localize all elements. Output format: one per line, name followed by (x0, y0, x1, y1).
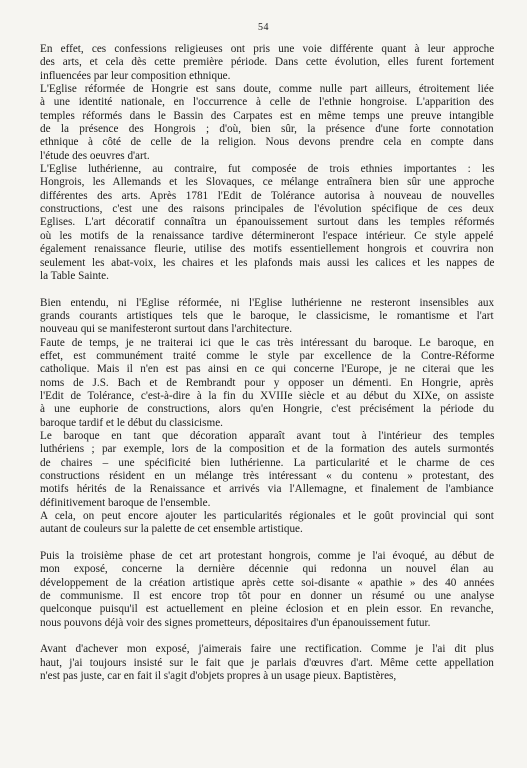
text-line: temples réformés dans le Bassin des Carpates est en même temps une preuve intangible (40, 109, 494, 122)
text-line: différentes des arts. Après 1781 l'Edit de Tolérance autorisa à nouveau de nouvelles (40, 189, 494, 202)
text-line: la Table Sainte. (40, 269, 109, 282)
paragraph (40, 430, 494, 510)
paragraph-gap (40, 537, 494, 550)
text-line: L'Eglise réformée de Hongrie est sans doute, comme nulle part ailleurs, étroitement liée (40, 83, 494, 96)
page-number: 54 (258, 22, 269, 33)
text-line: à une euphorie de constructions, alors qu'en Hongrie, c'est précisément la période du (40, 403, 494, 416)
text-line: Le baroque en tant que décoration apparaît avant tout à l'intérieur des temples (40, 429, 494, 442)
text-line: luthériens ; par exemple, lors de la composition et de la formation des autels surmontés (40, 443, 494, 456)
text-line: haut, j'ai toujours insisté sur le fait que je parlais d'œuvres d'art. Même cette appellation (40, 656, 494, 669)
paragraph (40, 643, 494, 683)
body-text (40, 43, 494, 684)
text-line: nouveau qui se manifesteront surtout dans l'architecture. (40, 323, 293, 336)
text-line: influencées par leur composition ethnique. (40, 69, 231, 82)
text-line: noms de J.S. Bach et de Rembrandt pour y opposer un démenti. En Hongrie, après (40, 376, 494, 389)
paragraph-gap (40, 283, 494, 296)
text-line: des arts, et cela dès cette première période. Dans cette évolution, elles furent fortement (40, 56, 494, 69)
paragraph (40, 510, 494, 537)
paragraph-gap (40, 630, 494, 643)
text-line: mon exposé, concerne la dernière décennie qui redonna un nouvel élan au (40, 563, 494, 576)
paragraph (40, 83, 494, 163)
text-line: où les motifs de la renaissance tardive détermineront l'espace intérieur. Ce style appelé (40, 229, 494, 242)
text-line: de la présence des Hongrois ; d'où, bien sûr, la présence d'une forte connotation (40, 123, 494, 136)
text-line: grands courants artistiques tels que le baroque, le classicisme, le romantisme et l'art (40, 309, 494, 322)
text-line: Avant d'achever mon exposé, j'aimerais faire une rectification. Comme je l'ai dit plus (40, 643, 494, 656)
text-line: de chaires – une spécificité bien luthérienne. La particularité et le charme de ces (40, 456, 494, 469)
text-line: L'Eglise luthérienne, au contraire, fut composée de trois ethnies importantes : les (40, 163, 494, 176)
paragraph (40, 297, 494, 337)
text-line: nous pouvons déjà voir des signes prometteurs, dépositaires d'un épanouissement futur. (40, 616, 431, 629)
paragraph (40, 550, 494, 630)
text-line: En effet, ces confessions religieuses ont pris une voie différente quant à leur approche (40, 43, 494, 55)
text-line: Bien entendu, ni l'Eglise réformée, ni l'Eglise luthérienne ne resteront insensibles aux (40, 296, 494, 309)
text-line: constructions résident en un mélange très intéressant « du contenu » protestant, des (40, 470, 494, 482)
paragraph (40, 163, 494, 283)
text-line: également renaissance fleurie, utilise des motifs essentiellement hongrois et couvrira non (40, 243, 494, 256)
text-line: A cela, on peut encore ajouter les particularités régionales et le goût provincial qui sont (40, 510, 494, 523)
text-line: seulement les abat-voix, les chaires et les plafonds mais aussi les calices et les nappes de (40, 256, 494, 269)
text-line: l'étude des oeuvres d'art. (40, 149, 150, 162)
text-line: à une identité nationale, en l'occurrence à celle de l'ethnie hongroise. L'apparition des (40, 96, 494, 109)
text-line: de communisme. Il est encore trop tôt pour en donner un résumé ou une analyse (40, 590, 494, 603)
paragraph (40, 43, 494, 83)
text-line: Faute de temps, je ne traiterai ici que le cas très intéressant du baroque. Le baroque, en (40, 336, 494, 349)
text-line: autant de couleurs sur la palette de cet ensemble artistique. (40, 523, 303, 536)
text-line: Puis la troisième phase de cet art protestant hongrois, comme je l'ai évoqué, au début de (40, 550, 494, 563)
text-line: constructions, c'est une des raisons principales de l'évolution spécifique de ces deux (40, 203, 494, 216)
text-line: n'est pas juste, car en fait il s'agit d'objets propres à un usage pieux. Baptistères, (40, 670, 397, 683)
text-line: Eglises. L'art décoratif connaîtra un épanouissement surtout dans les temples réformés (40, 216, 494, 229)
text-line: définitivement baroque de l'ensemble. (40, 496, 211, 509)
text-line: motifs hérités de la Renaissance et arrivés via l'Allemagne, et finalement de l'ambiance (40, 483, 494, 496)
text-line: effet, est communément traité comme le style par excellence de la Contre-Réforme (40, 349, 494, 362)
text-line: Hongrois, les Allemands et les Slovaques, ce mélange entraînera bien sûr une approche (40, 176, 494, 189)
text-line: développement de la création artistique après cette soi-disante « apathie » des 40 années (40, 576, 494, 589)
text-line: l'Edit de Tolérance, c'est-à-dire à la fin du XVIIIe siècle et au début du XIXe, on assiste (40, 389, 494, 402)
text-line: baroque tardif et le début du classicisme. (40, 416, 223, 429)
text-line: catholique. Mais il n'en est pas ainsi en ce qui concerne l'Europe, je ne citerai que les (40, 363, 494, 376)
text-line: quelconque puisqu'il est actuellement en pleine éclosion et en plein essor. En revanche, (40, 603, 494, 616)
text-line: ethnique à côté de celle de la religion. Nous devons prendre cela en compte dans (40, 136, 494, 149)
paragraph (40, 337, 494, 430)
